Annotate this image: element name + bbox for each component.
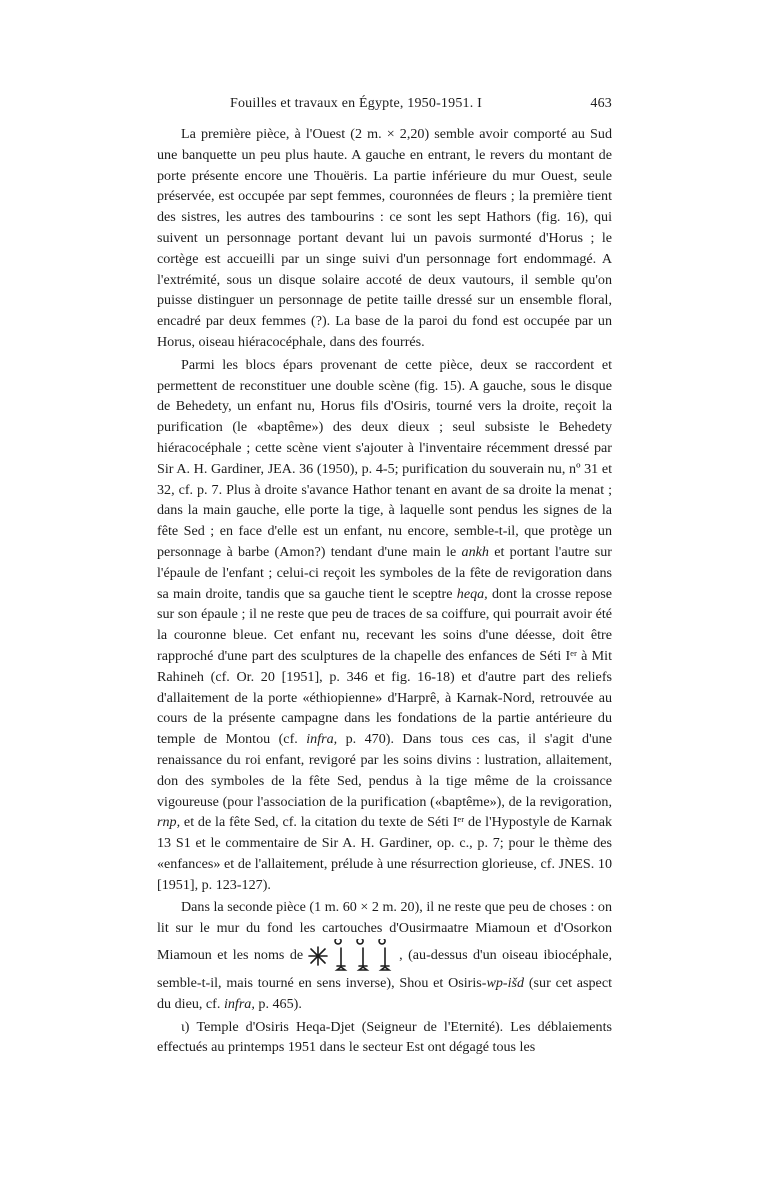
wpisd-term: wp-išd [486, 975, 525, 992]
paragraph-3 [157, 897, 612, 1014]
running-header [157, 96, 612, 118]
text-run: Dans la seconde pièce (1 m. 60 × 2 m. 20), il ne reste que peu de choses : on lit sur le mur du fond les cartouches d'Ousirmaatre Miamoun et d'Osorkon Miamoun et les noms de [157, 899, 612, 964]
text-run: dont la crosse repose sur son épaule ; il ne reste que peu de traces de sa coiffure, qui pourrait avoir été la couronne bleue. Cet enfant nu, recevant les soins d'une déesse, doit être rapproché d'une part des sculptures de la chapelle des enfances de Séti Iᵉʳ à Mit Rahineh (cf. Or. 20 [1951], p. 346 et fig. 16-18) et d'autre part des reliefs d'allaitement de la porte «éthiopienne» d'Harprê, à Karnak-Nord, retrouvée au cours de la présente campagne dans les fondations de la partie antérieure du temple de Montou (cf. [157, 585, 613, 748]
section-marker: ι) [181, 1018, 190, 1035]
text-run: p. 465). [254, 995, 302, 1012]
page-number: 463 [590, 96, 612, 111]
text-run: et portant l'autre sur l'épaule de l'enfant ; celui-ci reçoit les symboles de la fête de revigoration dans sa main droite, tandis que sa gauche tient le sceptre [157, 543, 612, 602]
body-text [157, 124, 612, 1058]
hieroglyph-icon [305, 939, 397, 973]
text-run: , (au-dessus d'un oiseau ibiocéphale, semble-t-il, mais tourné en sens inverse), Shou et Osiris- [157, 947, 612, 992]
hieroglyph-group [305, 939, 397, 973]
infra-reference: infra, [306, 731, 338, 748]
text-run: et de la fête Sed, cf. la citation du texte de Séti Iᵉʳ de l'Hypostyle de Karnak 13 S1 et le commentaire de Sir A. H. Gardiner, op. c., p. 7; pour le thème des «enfances» et de l'allaitement, prélude à une résurrection glorieuse, cf. JNES. 10 [1951], p. 123-127). [157, 814, 612, 893]
text-run: Parmi les blocs épars provenant de cette pièce, deux se raccordent et permettent de reconstituer une double scène (fig. 15). A gauche, sous le disque de Behedety, un enfant nu, Horus fils d'Osiris, tourné vers la droite, reçoit la purification (le «baptême») des deux dieux ; seul subsiste le Behedety hiéracocéphale ; cette scène vient s'ajouter à l'inventaire récemment dressé par Sir A. H. Gardiner, JEA. 36 (1950), p. 4-5; purification du souverain nu, nº 31 et 32, cf. p. 7. Plus à droite s'avance Hathor tenant en avant de sa droite la menat ; dans la main gauche, elle porte la tige, à laquelle sont pendus les signes de la fête Sed ; en face d'elle est un enfant, nu encore, semble-t-il, que protège un personnage à barbe (Amon?) tendant d'une main le [157, 356, 612, 560]
paragraph-1: La première pièce, à l'Ouest (2 m. × 2,20) semble avoir comporté au Sud une banquette un peu plus haute. A gauche en entrant, le revers du montant de porte présente encore une Thouëris. La partie inférieure du mur Ouest, seule préservée, est occupée par sept femmes, couronnées de fleurs ; la première tient des sistres, les autres des tambourins : ce sont les sept Hathors (fig. 16), qui suivent un personnage portant devant lui un pavois surmonté d'Horus ; le cortège est accueilli par un singe suivi d'un personnage fort endommagé. A l'extrémité, sous un disque solaire accoté de deux vautours, il semble qu'on puisse distinguer un personnage de petite taille dressé sur un ensemble floral, encadré par deux femmes (?). La base de la paroi du fond est occupée par un Horus, oiseau hiéracocéphale, dans des fourrés. [157, 126, 612, 350]
infra-reference: infra, [223, 995, 255, 1012]
running-title: Fouilles et travaux en Égypte, 1950-1951. I [230, 96, 482, 111]
ankh-term: ankh [461, 543, 489, 560]
text-run: (sur cet aspect du dieu, cf. [157, 975, 612, 1012]
paragraph-2 [157, 355, 612, 896]
text-run: Temple d'Osiris Heqa-Djet (Seigneur de l'Eternité). Les déblaiements effectués au printemps 1951 dans le secteur Est ont dégagé tous les [157, 1018, 612, 1056]
rnp-term: rnp, [157, 814, 181, 831]
heqa-term: heqa, [456, 585, 488, 602]
paragraph-4 [157, 1017, 612, 1059]
text-run: p. 470). Dans tous ces cas, il s'agit d'une renaissance du roi enfant, revigoré par les soins divins : lustration, allaitement, don des symboles de la fête Sed, pendus à la tige même de la croissance vigoureuse (pour l'association de la purification («baptême»), de la revigoration, [157, 731, 612, 810]
